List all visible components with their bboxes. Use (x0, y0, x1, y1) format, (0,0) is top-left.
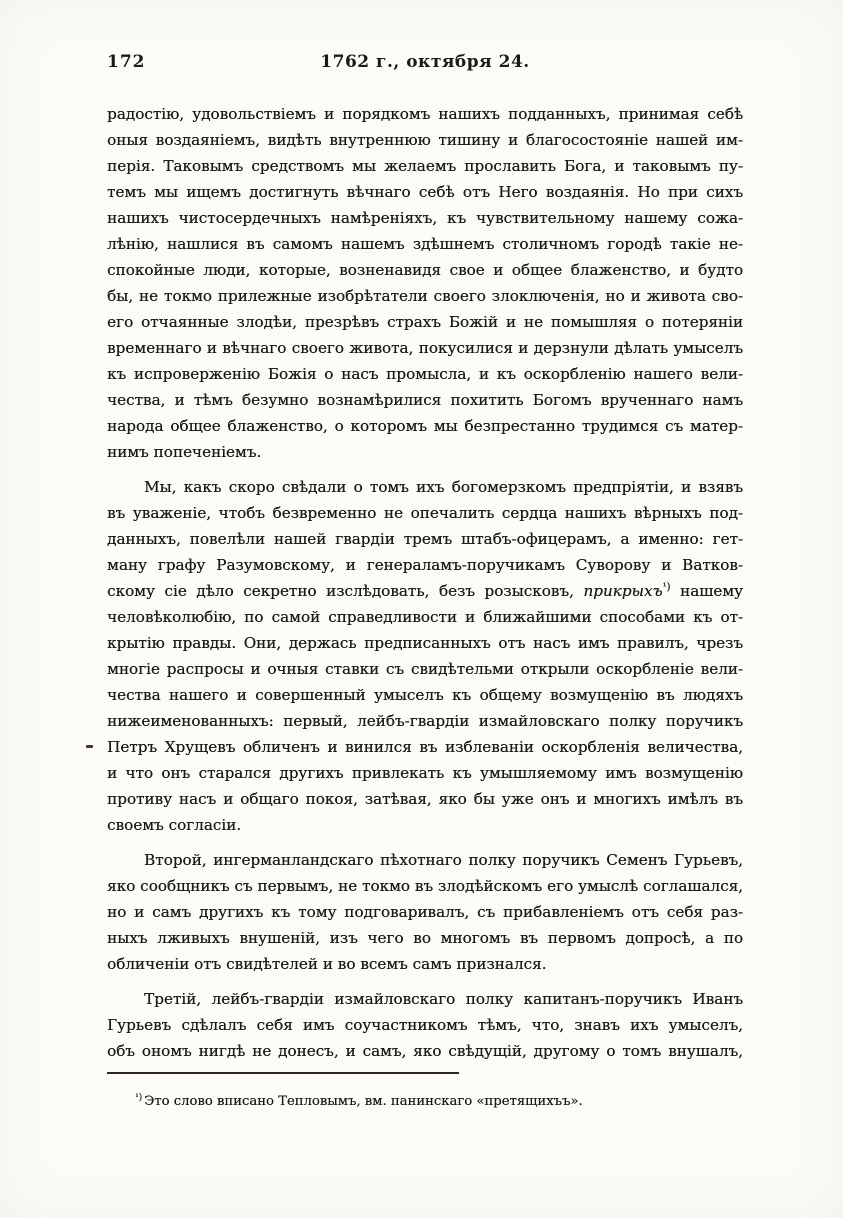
text-line: данныхъ, повелѣли нашей гвардіи тремъ штабъ-офицерамъ, а именно: гет- (107, 530, 743, 548)
paragraph (107, 986, 743, 1064)
text-line: яко сообщникъ съ первымъ, не токмо въ злодѣйскомъ его умыслѣ соглашался, (107, 877, 743, 895)
text-line: и что онъ старался другихъ привлекать къ умышляемому имъ возмущенію (107, 764, 743, 782)
text-line: объ ономъ нигдѣ не донесъ, и самъ, яко свѣдущій, другому о томъ внушалъ, (107, 1042, 743, 1060)
text-line: его отчаянные злодѣи, презрѣвъ страхъ Божій и не помышляя о потеряніи (107, 313, 743, 331)
text-line: оныя воздаяніемъ, видѣть внутреннюю тишину и благосостояніе нашей им- (107, 131, 743, 149)
text-line: къ испроверженію Божія о насъ промысла, и къ оскорбленію нашего вели- (107, 365, 743, 383)
text-line: народа общее блаженство, о которомъ мы безпрестанно трудимся съ матер- (107, 417, 743, 435)
text-line: Третій, лейбъ-гвардіи измайловскаго полку капитанъ-поручикъ Иванъ (144, 990, 743, 1008)
text-line: нашихъ чистосердечныхъ намѣреніяхъ, къ чувствительному нашему сожа- (107, 209, 743, 227)
page-number: 172 (107, 52, 146, 72)
text-line: чества, и тѣмъ безумно вознамѣрилися похитить Богомъ врученнаго намъ (107, 391, 743, 409)
text-line: перія. Таковымъ средствомъ мы желаемъ прославить Бога, и таковымъ пу- (107, 157, 743, 175)
running-head-date: 1762 г., октября 24. (320, 52, 530, 72)
text-line: Мы, какъ скоро свѣдали о томъ ихъ богомерзкомъ предпріятіи, и взявъ (144, 478, 743, 496)
text-line: лѣнію, нашлися въ самомъ нашемъ здѣшнемъ столичномъ городѣ такіе не- (107, 235, 743, 253)
text-line: темъ мы ищемъ достигнуть вѣчнаго себѣ отъ Него воздаянія. Но при сихъ (107, 183, 743, 201)
paragraph (107, 101, 743, 465)
text-line: Гурьевъ сдѣлалъ себя имъ соучастникомъ тѣмъ, что, знавъ ихъ умыселъ, (107, 1016, 743, 1034)
page-header (107, 52, 743, 76)
body-text (107, 101, 743, 1064)
emphasized-word: прикрыхъ (583, 582, 663, 600)
text-line: обличеніи отъ свидѣтелей и во всемъ самъ признался. (107, 955, 547, 973)
footnote (107, 1092, 743, 1112)
text-line: Петръ Хрущевъ обличенъ и винился въ изблеваніи оскорбленія величества, (107, 738, 743, 756)
text-line: Второй, ингерманландскаго пѣхотнаго полку поручикъ Семенъ Гурьевъ, (144, 851, 743, 869)
text-line: многіе распросы и очныя ставки съ свидѣтельми открыли оскорбленіе вели- (107, 660, 743, 678)
text-line: но и самъ другихъ къ тому подговаривалъ, съ прибавленіемъ отъ себя раз- (107, 903, 743, 921)
paragraph (107, 474, 743, 838)
text-line: своемъ согласіи. (107, 816, 242, 834)
text-line: чества нашего и совершенный умыселъ къ общему возмущенію въ людяхъ (107, 686, 743, 704)
text-line: нимъ попеченіемъ. (107, 443, 262, 461)
text-line: спокойные люди, которые, возненавидя свое и общее блаженство, и будто (107, 261, 743, 279)
text-line: бы, не токмо прилежные изобрѣтатели своего злоключенія, но и живота сво- (107, 287, 743, 305)
footnote-block (107, 1072, 743, 1112)
text-line: радостію, удовольствіемъ и порядкомъ нашихъ подданныхъ, принимая себѣ (107, 105, 743, 123)
text-line: крытію правды. Они, держась предписанныхъ отъ насъ имъ правилъ, чрезъ (107, 634, 743, 652)
text-line: ныхъ лживыхъ внушеній, изъ чего во многомъ въ первомъ допросѣ, а по (107, 929, 743, 947)
text-line: въ уваженіе, чтобъ безвременно не опечалить сердца нашихъ вѣрныхъ под- (107, 504, 743, 522)
text-line: противу насъ и общаго покоя, затѣвая, яко бы уже онъ и многихъ имѣлъ въ (107, 790, 743, 808)
footnote-marker: ¹) (135, 1092, 143, 1103)
text-line: нижеименованныхъ: первый, лейбъ-гвардіи измайловскаго полку поручикъ (107, 712, 743, 730)
text-line: скому сіе дѣло секретно изслѣдовать, безъ розысковъ, прикрыхъ$^{^1)}$ нашему (107, 581, 743, 600)
scan-artifact-speck (86, 745, 93, 748)
text-line: ману графу Разумовскому, и генераламъ-поручикамъ Суворову и Ватков- (107, 556, 743, 574)
text-line: временнаго и вѣчнаго своего живота, покусилися и дерзнули дѣлать умыселъ (107, 339, 743, 357)
paragraph (107, 847, 743, 977)
footnote-text: Это слово вписано Тепловымъ, вм. панинскаго «претящихъъ». (144, 1094, 583, 1109)
text-line: человѣколюбію, по самой справедливости и ближайшими способами къ от- (107, 608, 743, 626)
footnote-ref: ¹) (662, 581, 671, 593)
footnote-rule (107, 1072, 459, 1074)
